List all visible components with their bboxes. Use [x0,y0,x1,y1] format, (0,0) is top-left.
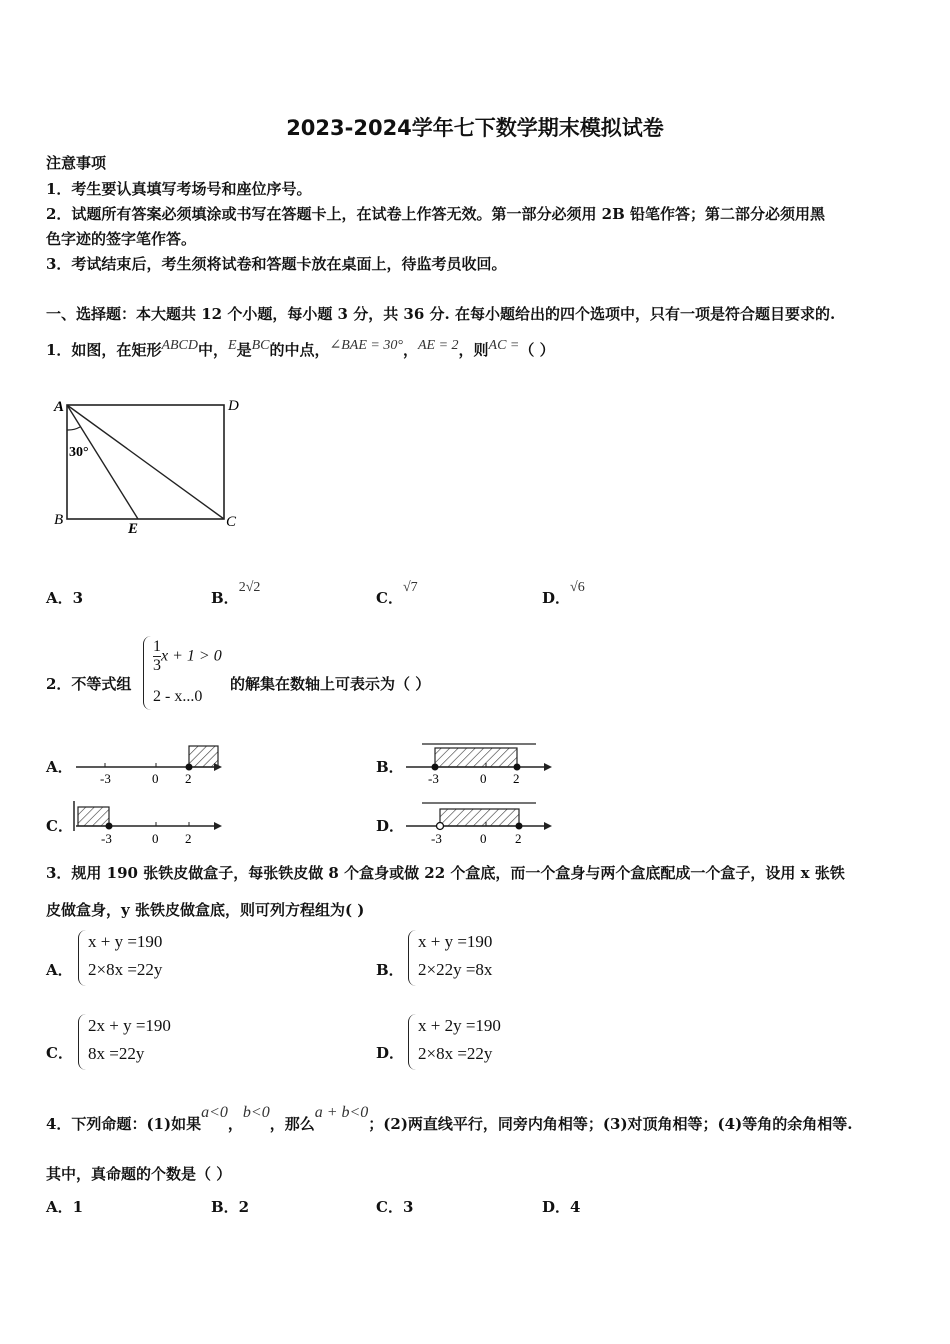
vertex-label-d: D [228,398,239,414]
svg-text:2: 2 [513,771,520,786]
q3-option-a-system[interactable]: x + y =190 2×8x =22y [78,930,208,986]
q3-option-b-system[interactable]: x + y =190 2×22y =8x [408,930,538,986]
svg-text:0: 0 [480,831,487,846]
q4-option-d[interactable]: D．4 [542,1198,581,1216]
notice-item: 2．试题所有答案必须填涂或书写在答题卡上，在试卷上作答无效。第一部分必须用 2B 铅笔作答；第二部分必须用黑 [46,205,826,223]
svg-text:0: 0 [480,771,487,786]
svg-text:2: 2 [185,771,192,786]
svg-text:0: 0 [152,831,159,846]
q3-option-a-label[interactable]: A． [46,961,73,979]
q3-option-d-system[interactable]: x + 2y =190 2×8x =22y [408,1014,538,1070]
rectangle-figure [50,392,250,537]
q2-number-line-d [400,797,560,849]
q3-option-c-system[interactable]: 2x + y =190 8x =22y [78,1014,208,1070]
q2-option-b-label[interactable]: B． [376,758,404,776]
q1-option-b[interactable]: B．2√2 [211,580,261,607]
question-3-stem-cont: 皮做盒身，y 张铁皮做盒底，则可列方程组为( ) [46,901,365,919]
q4-option-b[interactable]: B．2 [211,1198,250,1216]
q3-option-b-label[interactable]: B． [376,961,404,979]
question-4-stem: 4．下列命题：(1)如果a<0，b<0，那么a + b<0；(2)两直线平行，同旁内角相等；(3)对顶角相等；(4)等角的余角相等. [46,1104,853,1133]
q2-option-a-label[interactable]: A． [46,758,73,776]
q3-option-d-label[interactable]: D． [376,1044,405,1062]
notice-heading: 注意事项 [46,154,107,172]
svg-text:-3: -3 [101,831,112,846]
svg-text:2: 2 [515,831,522,846]
notice-item: 色字迹的签字笔作答。 [46,230,197,248]
q3-option-c-label[interactable]: C． [46,1044,73,1062]
q2-number-line-a [70,738,230,790]
question-4-stem-cont: 其中，真命题的个数是（ ） [46,1165,232,1183]
question-1-stem: 1．如图，在矩形ABCD中，E是BC的中点，∠BAE = 30°，AE = 2，则AC =（ ） [46,338,555,359]
angle-label: 30° [69,445,89,460]
svg-text:-3: -3 [100,771,111,786]
question-2-stem-end: 的解集在数轴上可表示为（ ） [230,675,431,693]
q2-number-line-b [400,738,560,790]
svg-text:-3: -3 [431,831,442,846]
inequality-system: $\frac{1}{3}$ x + 1 > 0 2 - x...0 [143,636,233,710]
question-2-stem-start: 2．不等式组 [46,675,132,693]
notice-item: 3．考试结束后，考生须将试卷和答题卡放在桌面上，待监考员收回。 [46,255,507,273]
point-label-e: E [128,521,139,537]
section-heading: 一、选择题：本大题共 12 个小题，每小题 3 分，共 36 分. 在每小题给出的四个选项中，只有一项是符合题目要求的. [46,305,836,323]
q2-option-c-label[interactable]: C． [46,817,73,835]
q4-option-a[interactable]: A．1 [46,1198,84,1216]
svg-text:-3: -3 [428,771,439,786]
svg-text:2: 2 [185,831,192,846]
q1-option-c[interactable]: C．√7 [376,580,418,607]
q1-option-a[interactable]: A．3 [46,589,84,607]
page-title: 2023-2024学年七下数学期末模拟试卷 [286,116,664,140]
vertex-label-c: C [226,514,237,530]
q4-option-c[interactable]: C．3 [376,1198,414,1216]
notice-item: 1．考生要认真填写考场号和座位序号。 [46,180,312,198]
q2-option-d-label[interactable]: D． [376,817,405,835]
q1-option-d[interactable]: D．√6 [542,580,585,607]
q2-number-line-c [70,797,230,849]
svg-text:0: 0 [152,771,159,786]
vertex-label-a: A [54,399,65,415]
question-3-stem: 3．规用 190 张铁皮做盒子，每张铁皮做 8 个盒身或做 22 个盒底，而一个盒身与两个盒底配成一个盒子，设用 x 张铁 [46,864,845,882]
vertex-label-b: B [54,512,64,528]
